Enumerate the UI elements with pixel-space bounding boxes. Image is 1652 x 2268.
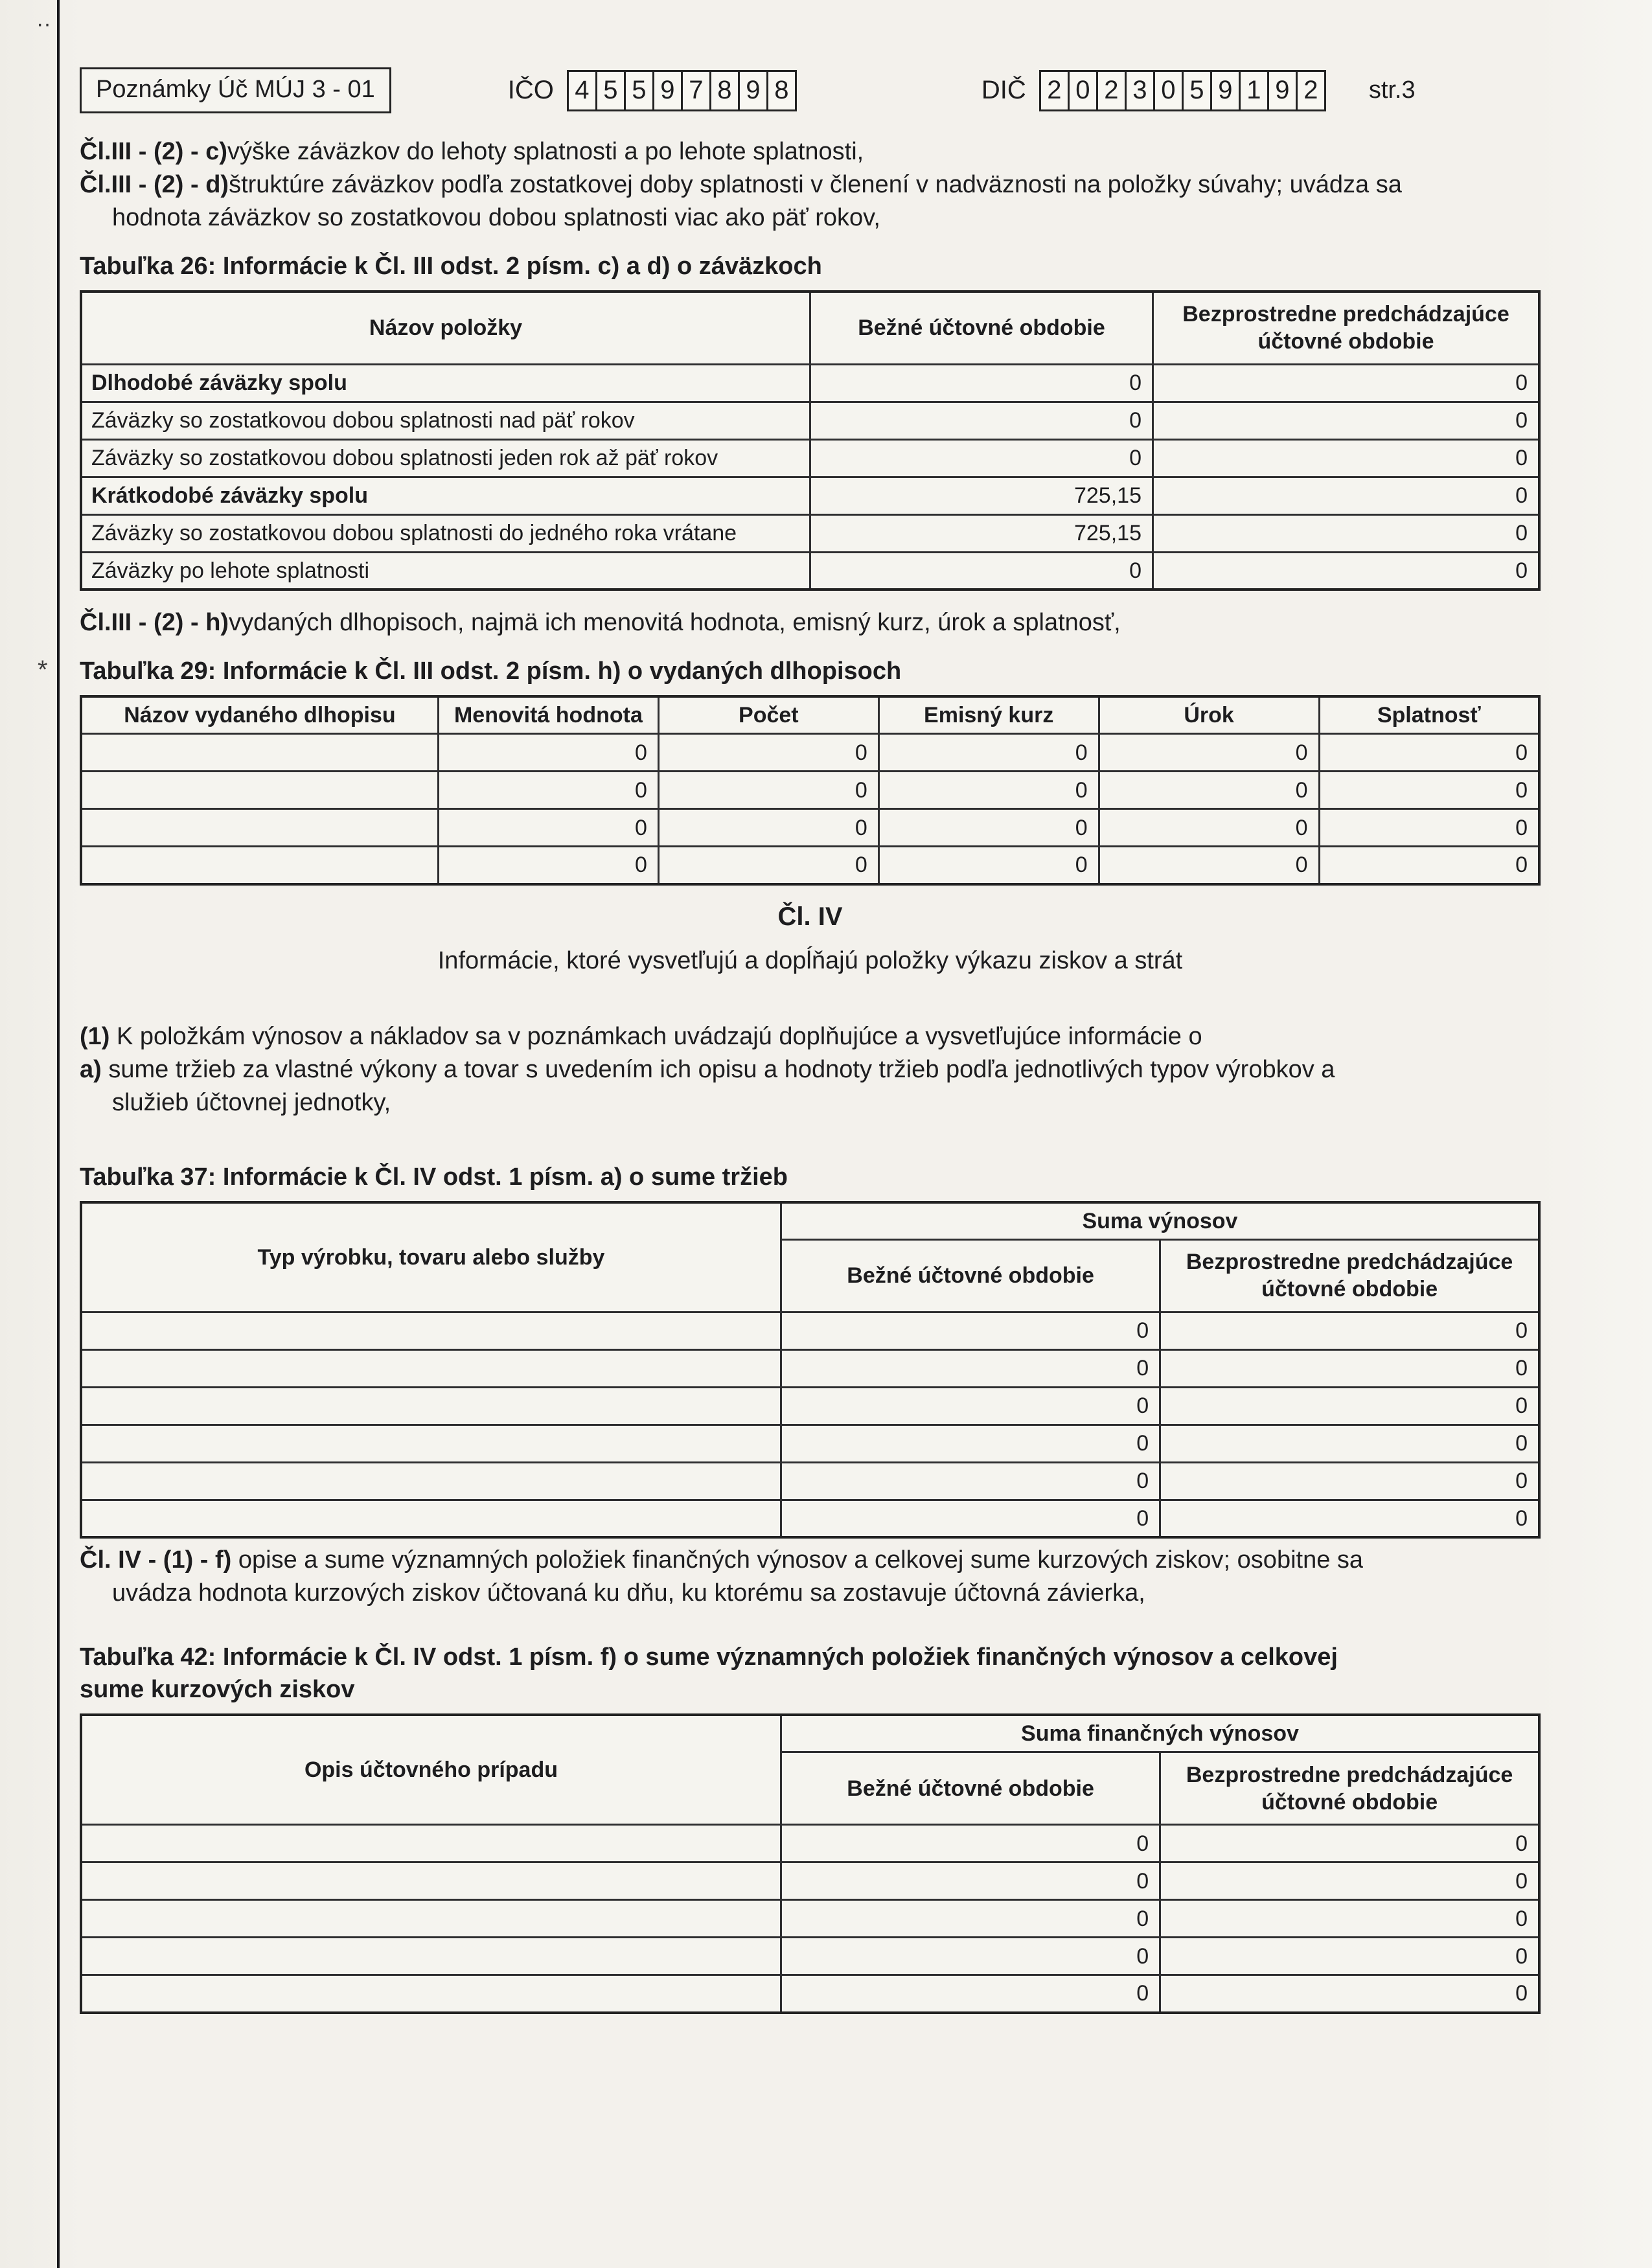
cell-previous-value: 0 — [1153, 402, 1539, 439]
table-row — [81, 1900, 1539, 1938]
table42-title-cont: sume kurzových ziskov — [80, 1676, 355, 1703]
cell-value: 0 — [1099, 772, 1319, 809]
cell-desc — [81, 1975, 781, 2013]
table-row — [81, 552, 1539, 590]
table37-col-previous: Bezprostredne predchádzajúce účtovné obdobie — [1160, 1239, 1539, 1312]
section-iv-heading: Čl. IV — [777, 902, 843, 931]
section-clIII-d-cont: hodnota záväzkov so zostatkovou dobou splatnosti viac ako päť rokov, — [112, 204, 880, 231]
table29-col-maturity: Splatnosť — [1319, 696, 1539, 734]
cell-previous-value: 0 — [1160, 1900, 1539, 1938]
table29 — [80, 695, 1541, 886]
dic-digit-box: 1 — [1239, 70, 1269, 111]
cell-current-value: 0 — [781, 1900, 1160, 1938]
cell-value: 0 — [438, 734, 658, 772]
cell-value: 0 — [878, 734, 1099, 772]
section-iv-p1-text: K položkám výnosov a nákladov sa v poznámkach uvádzajú doplňujúce a vysvetľujúce informácie o — [117, 1022, 1202, 1050]
table-row — [81, 1975, 1539, 2013]
cell-current-value: 0 — [781, 1938, 1160, 1975]
table-row — [81, 514, 1539, 552]
cell-previous-value: 0 — [1160, 1500, 1539, 1537]
table29-title: Tabuľka 29: Informácie k Čl. III odst. 2 písm. h) o vydaných dlhopisoch — [80, 658, 902, 685]
cell-name: Dlhodobé záväzky spolu — [81, 364, 810, 402]
cell-current-value: 0 — [781, 1462, 1160, 1500]
cell-previous-value: 0 — [1160, 1862, 1539, 1900]
table26-header-row — [81, 292, 1539, 364]
cell-current-value: 0 — [781, 1975, 1160, 2013]
table-row — [81, 1387, 1539, 1425]
table42-col-previous: Bezprostredne predchádzajúce účtovné obdobie — [1160, 1752, 1539, 1825]
section-clIII-c — [80, 135, 1541, 168]
cell-type — [81, 1500, 781, 1537]
table-row — [81, 1938, 1539, 1975]
section-iv-f — [80, 1544, 1541, 1577]
dic-digit-boxes — [1039, 70, 1326, 111]
cell-bond-name — [81, 809, 438, 847]
table-row — [81, 1825, 1539, 1862]
table37-header-row-1 — [81, 1202, 1539, 1240]
ico-digit-box: 4 — [567, 70, 597, 111]
cell-previous-value: 0 — [1153, 552, 1539, 590]
cell-previous-value: 0 — [1153, 514, 1539, 552]
scan-artifact-asterisk: * — [38, 656, 48, 684]
ico-digit-box: 5 — [595, 70, 626, 111]
cell-value: 0 — [1099, 734, 1319, 772]
cell-previous-value: 0 — [1160, 1425, 1539, 1462]
table42-title: Tabuľka 42: Informácie k Čl. IV odst. 1 písm. f) o sume významných položiek finančných výnosov a celkovej — [80, 1644, 1338, 1671]
table42-header-row-1 — [81, 1715, 1539, 1752]
table-row — [81, 809, 1539, 847]
cell-previous-value: 0 — [1160, 1938, 1539, 1975]
table37-col-current: Bežné účtovné obdobie — [781, 1239, 1160, 1312]
table42-col-group: Suma finančných výnosov — [781, 1715, 1539, 1752]
cell-value: 0 — [438, 847, 658, 884]
table42-col-desc: Opis účtovného prípadu — [81, 1715, 781, 1825]
cell-value: 0 — [878, 847, 1099, 884]
dic-digit-box: 2 — [1296, 70, 1326, 111]
table29-col-count: Počet — [658, 696, 878, 734]
cell-previous-value: 0 — [1153, 439, 1539, 477]
cell-current-value: 0 — [781, 1862, 1160, 1900]
table29-header-row — [81, 696, 1539, 734]
cell-name: Záväzky so zostatkovou dobou splatnosti jeden rok až päť rokov — [81, 439, 810, 477]
dic-digit-box: 2 — [1039, 70, 1070, 111]
table-row — [81, 1500, 1539, 1537]
cell-value: 0 — [1319, 809, 1539, 847]
cell-value: 0 — [878, 772, 1099, 809]
section-iv-f-label: Čl. IV - (1) - f) — [80, 1546, 232, 1574]
cell-previous-value: 0 — [1160, 1387, 1539, 1425]
cell-value: 0 — [658, 734, 878, 772]
section-iv-a-text: sume tržieb za vlastné výkony a tovar s uvedením ich opisu a hodnoty tržieb podľa jednotlivých typov výrobkov a — [108, 1055, 1335, 1083]
cell-current-value: 0 — [781, 1425, 1160, 1462]
table-row — [81, 402, 1539, 439]
section-clIII-h — [80, 606, 1541, 639]
table37-title: Tabuľka 37: Informácie k Čl. IV odst. 1 písm. a) o sume tržieb — [80, 1163, 788, 1191]
table42 — [80, 1713, 1541, 2014]
section-clIII-c-label: Čl.III - (2) - c) — [80, 138, 227, 165]
cell-name: Záväzky po lehote splatnosti — [81, 552, 810, 590]
cell-previous-value: 0 — [1160, 1349, 1539, 1387]
cell-current-value: 0 — [781, 1312, 1160, 1349]
table29-col-issue-rate: Emisný kurz — [878, 696, 1099, 734]
table-row — [81, 477, 1539, 514]
cell-current-value: 0 — [810, 439, 1153, 477]
cell-value: 0 — [658, 847, 878, 884]
cell-type — [81, 1387, 781, 1425]
section-iv-f-text: opise a sume významných položiek finančných výnosov a celkovej sume kurzových ziskov; osobitne sa — [238, 1546, 1364, 1574]
section-clIII-h-text: vydaných dlhopisoch, najmä ich menovitá hodnota, emisný kurz, úrok a splatnosť, — [229, 609, 1121, 636]
table26 — [80, 290, 1541, 591]
dic-digit-box: 0 — [1068, 70, 1098, 111]
form-code-box: Poznámky Úč MÚJ 3 - 01 — [80, 67, 391, 113]
table26-title: Tabuľka 26: Informácie k Čl. III odst. 2 písm. c) a d) o záväzkoch — [80, 253, 822, 280]
dic-digit-box: 5 — [1182, 70, 1212, 111]
section-clIII-d-text: štruktúre záväzkov podľa zostatkovej doby splatnosti v členení v nadväznosti na položky súvahy; uvádza sa — [229, 171, 1402, 198]
section-clIII-d — [80, 168, 1541, 201]
scan-artifact-dots: ·· — [36, 12, 51, 36]
section-iv-a-cont: služieb účtovnej jednotky, — [112, 1088, 391, 1116]
section-iv-a — [80, 1053, 1541, 1086]
cell-desc — [81, 1900, 781, 1938]
table-row — [81, 772, 1539, 809]
cell-value: 0 — [1099, 809, 1319, 847]
ico-digit-boxes — [567, 70, 797, 111]
table-row — [81, 1349, 1539, 1387]
cell-previous-value: 0 — [1153, 364, 1539, 402]
table26-col-current: Bežné účtovné obdobie — [810, 292, 1153, 364]
table-row — [81, 439, 1539, 477]
cell-current-value: 0 — [810, 364, 1153, 402]
cell-current-value: 0 — [810, 552, 1153, 590]
section-iv-p1-label: (1) — [80, 1022, 110, 1050]
ico-digit-box: 5 — [624, 70, 654, 111]
table-row — [81, 1862, 1539, 1900]
cell-current-value: 0 — [810, 402, 1153, 439]
cell-previous-value: 0 — [1160, 1975, 1539, 2013]
dic-label: DIČ — [981, 76, 1026, 104]
table29-col-name: Názov vydaného dlhopisu — [81, 696, 438, 734]
cell-value: 0 — [1099, 847, 1319, 884]
cell-type — [81, 1462, 781, 1500]
cell-value: 0 — [1319, 734, 1539, 772]
cell-bond-name — [81, 734, 438, 772]
dic-digit-box: 3 — [1125, 70, 1155, 111]
cell-desc — [81, 1938, 781, 1975]
table29-col-interest: Úrok — [1099, 696, 1319, 734]
cell-value: 0 — [1319, 847, 1539, 884]
cell-name — [81, 514, 810, 552]
cell-previous-value: 0 — [1160, 1312, 1539, 1349]
section-clIII-h-label: Čl.III - (2) - h) — [80, 609, 229, 636]
table26-col-name: Názov položky — [81, 292, 810, 364]
cell-name: Záväzky so zostatkovou dobou splatnosti nad päť rokov — [81, 402, 810, 439]
dic-digit-box: 0 — [1153, 70, 1184, 111]
cell-value: 0 — [1319, 772, 1539, 809]
ico-digit-box: 9 — [738, 70, 768, 111]
table26-col-previous: Bezprostredne predchádzajúce účtovné obdobie — [1153, 292, 1539, 364]
cell-previous-value: 0 — [1160, 1462, 1539, 1500]
cell-type — [81, 1425, 781, 1462]
cell-current-value: 0 — [781, 1825, 1160, 1862]
dic-digit-box: 9 — [1210, 70, 1241, 111]
cell-bond-name — [81, 847, 438, 884]
ico-digit-box: 8 — [766, 70, 797, 111]
cell-current-value: 725,15 — [810, 477, 1153, 514]
section-clIII-c-text: výške záväzkov do lehoty splatnosti a po lehote splatnosti, — [227, 138, 864, 165]
table37-col-type: Typ výrobku, tovaru alebo služby — [81, 1202, 781, 1312]
table37 — [80, 1201, 1541, 1539]
table29-col-nominal: Menovitá hodnota — [438, 696, 658, 734]
section-iv-subtitle: Informácie, ktoré vysvetľujú a dopĺňajú položky výkazu ziskov a strát — [437, 946, 1183, 974]
cell-bond-name — [81, 772, 438, 809]
table-row — [81, 1425, 1539, 1462]
form-header — [80, 67, 1541, 113]
cell-current-value: 725,15 — [810, 514, 1153, 552]
table-row — [81, 734, 1539, 772]
cell-name: Krátkodobé záväzky spolu — [81, 477, 810, 514]
cell-desc — [81, 1825, 781, 1862]
cell-value: 0 — [438, 809, 658, 847]
cell-type — [81, 1349, 781, 1387]
cell-value: 0 — [438, 772, 658, 809]
section-clIII-d-label: Čl.III - (2) - d) — [80, 171, 229, 198]
table-row — [81, 364, 1539, 402]
cell-current-value: 0 — [781, 1349, 1160, 1387]
table-row — [81, 1462, 1539, 1500]
table37-col-group: Suma výnosov — [781, 1202, 1539, 1240]
section-iv-p1 — [80, 1020, 1541, 1053]
cell-current-value: 0 — [781, 1500, 1160, 1537]
cell-type — [81, 1312, 781, 1349]
table-row — [81, 1312, 1539, 1349]
cell-desc — [81, 1862, 781, 1900]
ico-digit-box: 7 — [681, 70, 711, 111]
dic-digit-box: 2 — [1096, 70, 1127, 111]
section-iv-f-cont: uvádza hodnota kurzových ziskov účtovaná ku dňu, ku ktorému sa zostavuje účtovná závierka, — [112, 1579, 1145, 1607]
scan-artifact-line — [57, 0, 60, 2268]
section-iv-a-label: a) — [80, 1055, 102, 1083]
ico-digit-box: 9 — [652, 70, 683, 111]
cell-previous-value: 0 — [1160, 1825, 1539, 1862]
dic-digit-box: 9 — [1267, 70, 1298, 111]
cell-current-value: 0 — [781, 1387, 1160, 1425]
cell-name-text: Záväzky so zostatkovou dobou splatnosti do jedného roka vrátane — [91, 521, 737, 545]
table42-col-current: Bežné účtovné obdobie — [781, 1752, 1160, 1825]
cell-previous-value: 0 — [1153, 477, 1539, 514]
cell-value: 0 — [658, 772, 878, 809]
table-row — [81, 847, 1539, 884]
ico-label: IČO — [507, 76, 554, 104]
ico-digit-box: 8 — [709, 70, 740, 111]
cell-value: 0 — [878, 809, 1099, 847]
page-number: str.3 — [1368, 76, 1416, 104]
cell-value: 0 — [658, 809, 878, 847]
